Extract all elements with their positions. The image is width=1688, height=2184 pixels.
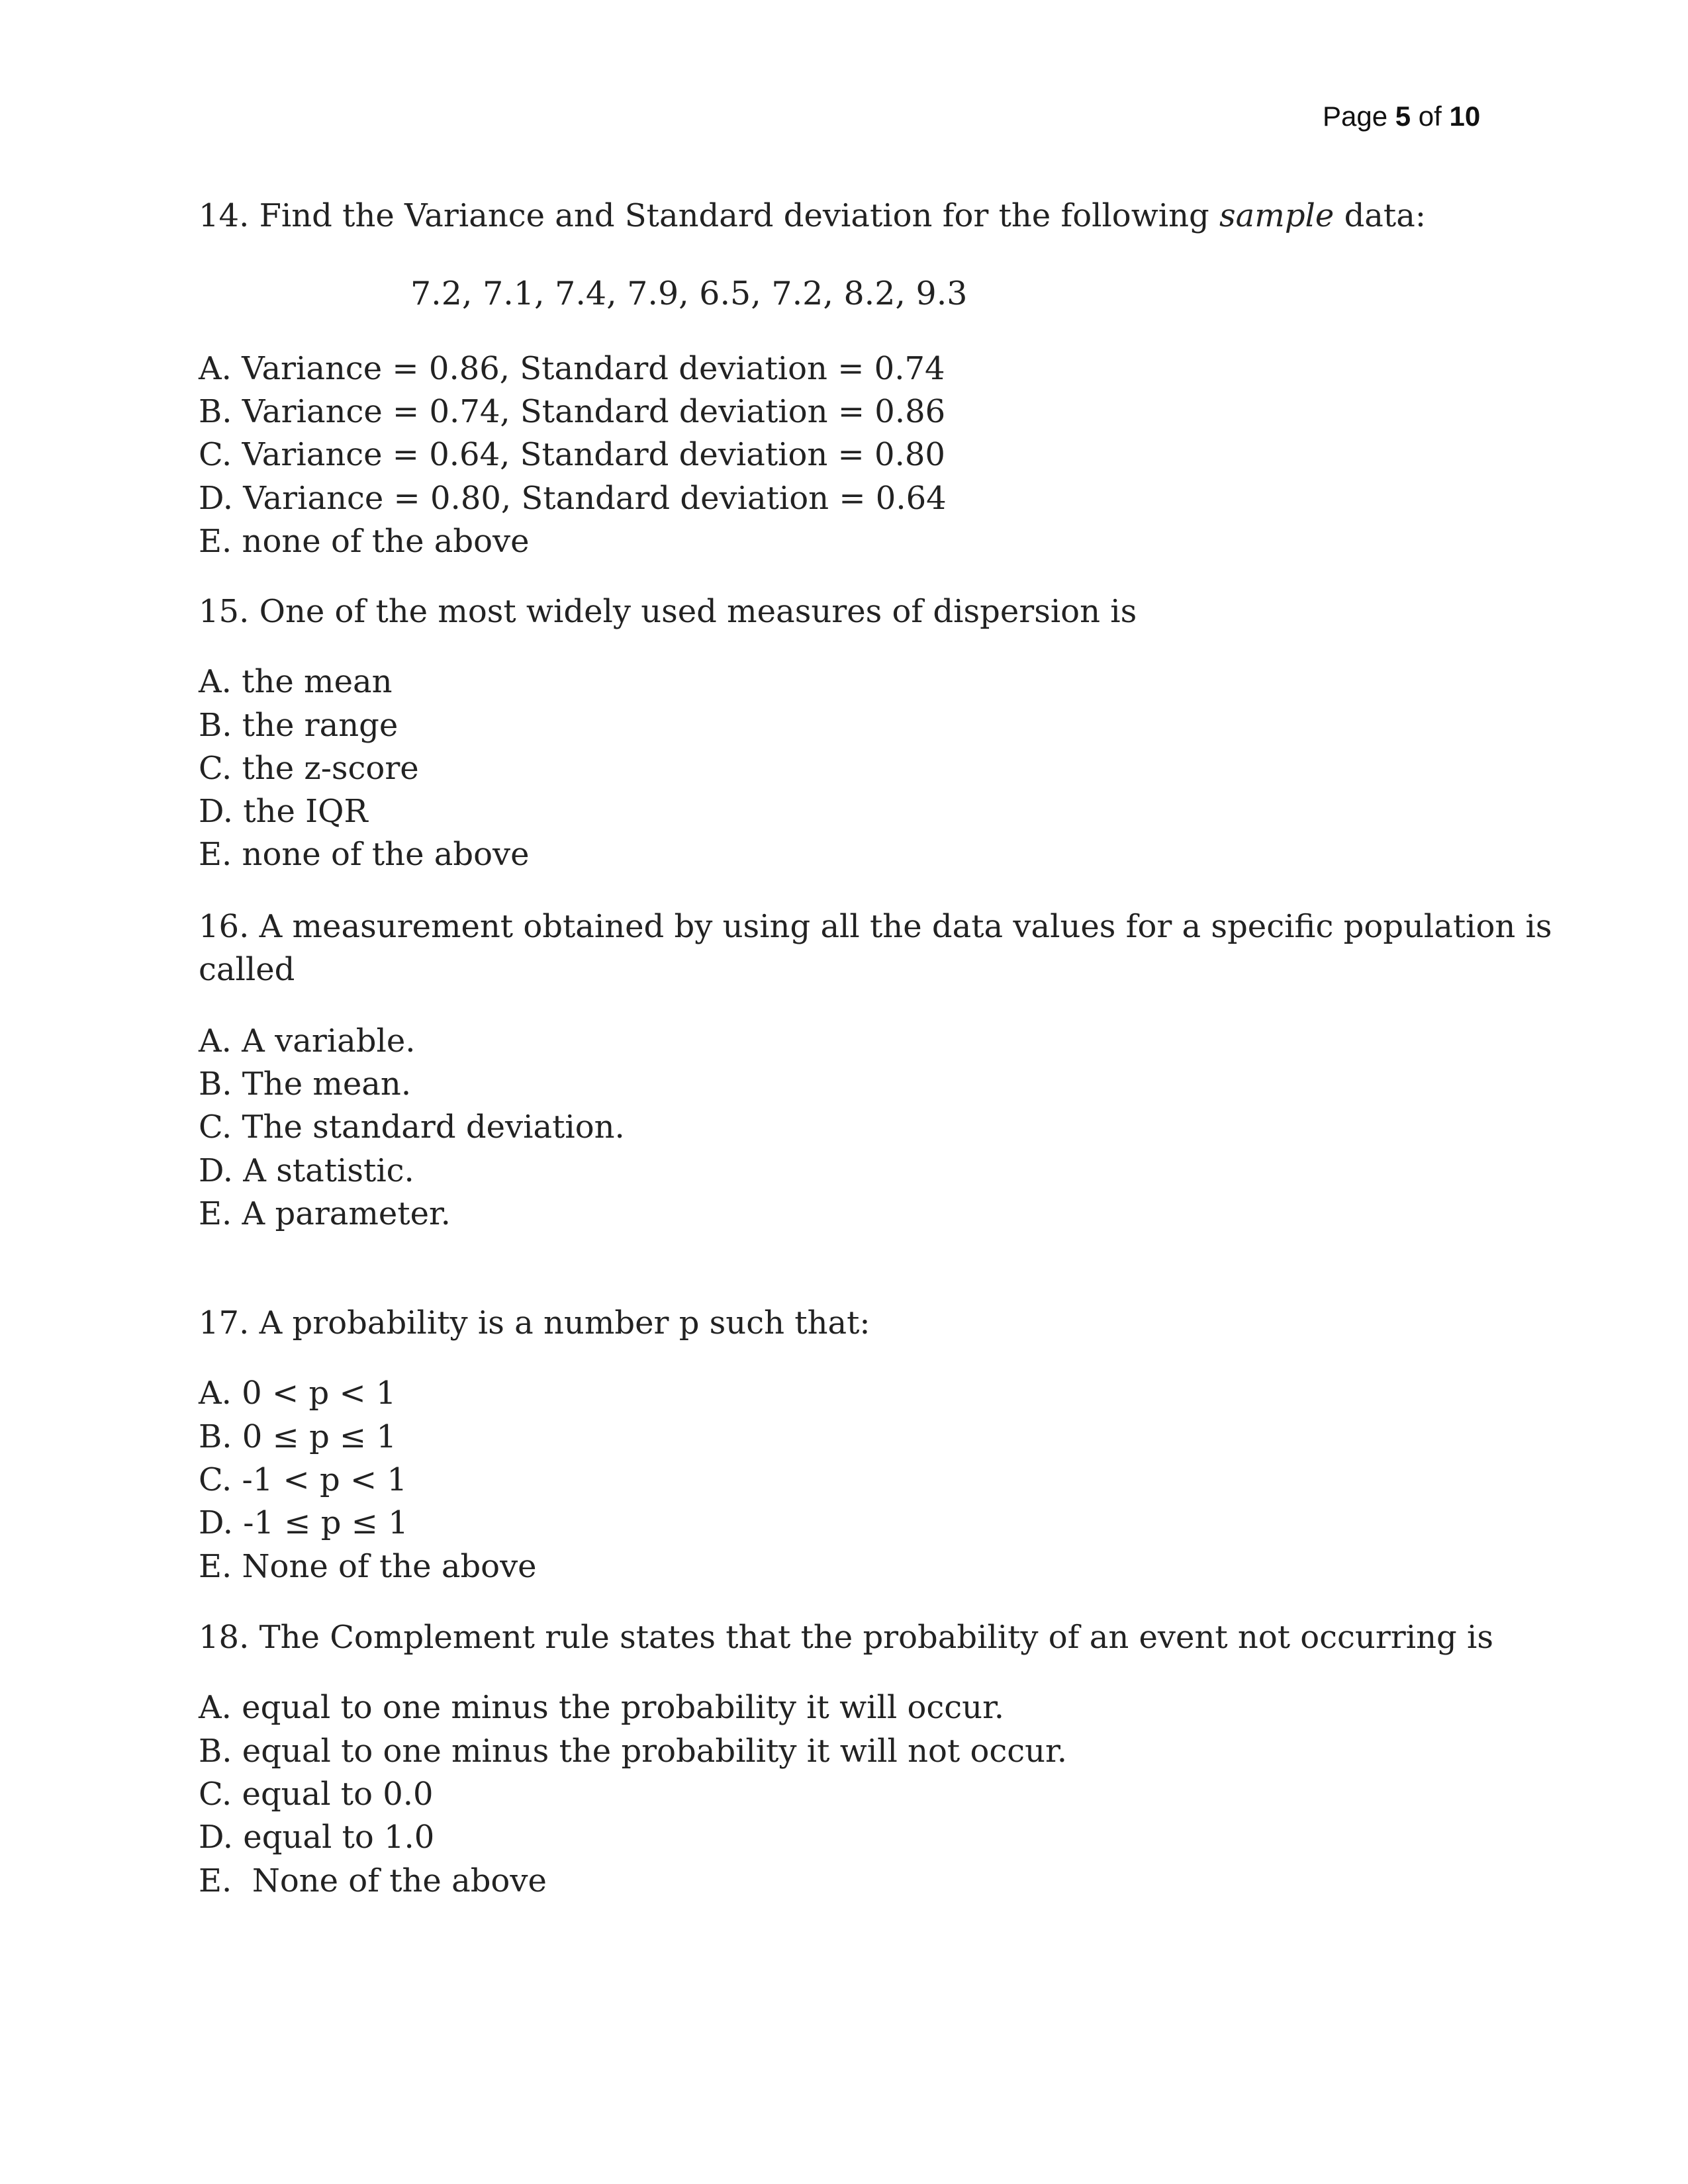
question-16-option-d: D. A statistic.: [199, 1152, 414, 1189]
question-17-option-e: E. None of the above: [199, 1548, 537, 1585]
question-14-option-a: A. Variance = 0.86, Standard deviation = 0.74: [199, 350, 945, 387]
question-14-data: 7.2, 7.1, 7.4, 7.9, 6.5, 7.2, 8.2, 9.3: [410, 275, 968, 312]
question-16-stem-continued: called: [199, 951, 295, 988]
question-16-option-a: A. A variable.: [199, 1023, 416, 1060]
question-15-stem: 15. One of the most widely used measures of dispersion is: [199, 593, 1137, 630]
question-15-option-a: A. the mean: [199, 663, 393, 700]
question-18-option-e: E. None of the above: [199, 1862, 547, 1899]
question-14-option-d: D. Variance = 0.80, Standard deviation = 0.64: [199, 480, 947, 517]
question-15-option-b: B. the range: [199, 707, 399, 744]
question-14-stem: 14. Find the Variance and Standard deviation for the following sample data:: [199, 197, 1426, 234]
question-16-option-c: C. The standard deviation.: [199, 1109, 625, 1146]
question-18-option-c: C. equal to 0.0: [199, 1776, 434, 1813]
question-18-option-b: B. equal to one minus the probability it will not occur.: [199, 1733, 1067, 1770]
question-14-option-c: C. Variance = 0.64, Standard deviation = 0.80: [199, 436, 945, 473]
question-18-option-a: A. equal to one minus the probability it will occur.: [199, 1689, 1004, 1726]
question-17-option-b: B. 0 ≤ p ≤ 1: [199, 1418, 397, 1455]
question-14-option-e: E. none of the above: [199, 523, 530, 560]
question-16-stem: 16. A measurement obtained by using all the data values for a specific population is: [199, 908, 1552, 945]
question-18-stem: 18. The Complement rule states that the probability of an event not occurring is: [199, 1619, 1493, 1656]
question-16-option-b: B. The mean.: [199, 1066, 412, 1103]
page-number: Page 5 of 10: [1323, 101, 1481, 132]
question-15-option-c: C. the z-score: [199, 750, 419, 787]
question-17-option-d: D. -1 ≤ p ≤ 1: [199, 1504, 408, 1541]
question-18-option-d: D. equal to 1.0: [199, 1819, 435, 1856]
question-17-option-a: A. 0 < p < 1: [199, 1375, 397, 1412]
question-14-option-b: B. Variance = 0.74, Standard deviation = 0.86: [199, 393, 946, 430]
question-16-option-e: E. A parameter.: [199, 1195, 451, 1232]
question-15-option-e: E. none of the above: [199, 836, 530, 873]
question-15-option-d: D. the IQR: [199, 793, 368, 830]
question-17-option-c: C. -1 < p < 1: [199, 1461, 408, 1498]
question-17-stem: 17. A probability is a number p such that:: [199, 1304, 870, 1342]
